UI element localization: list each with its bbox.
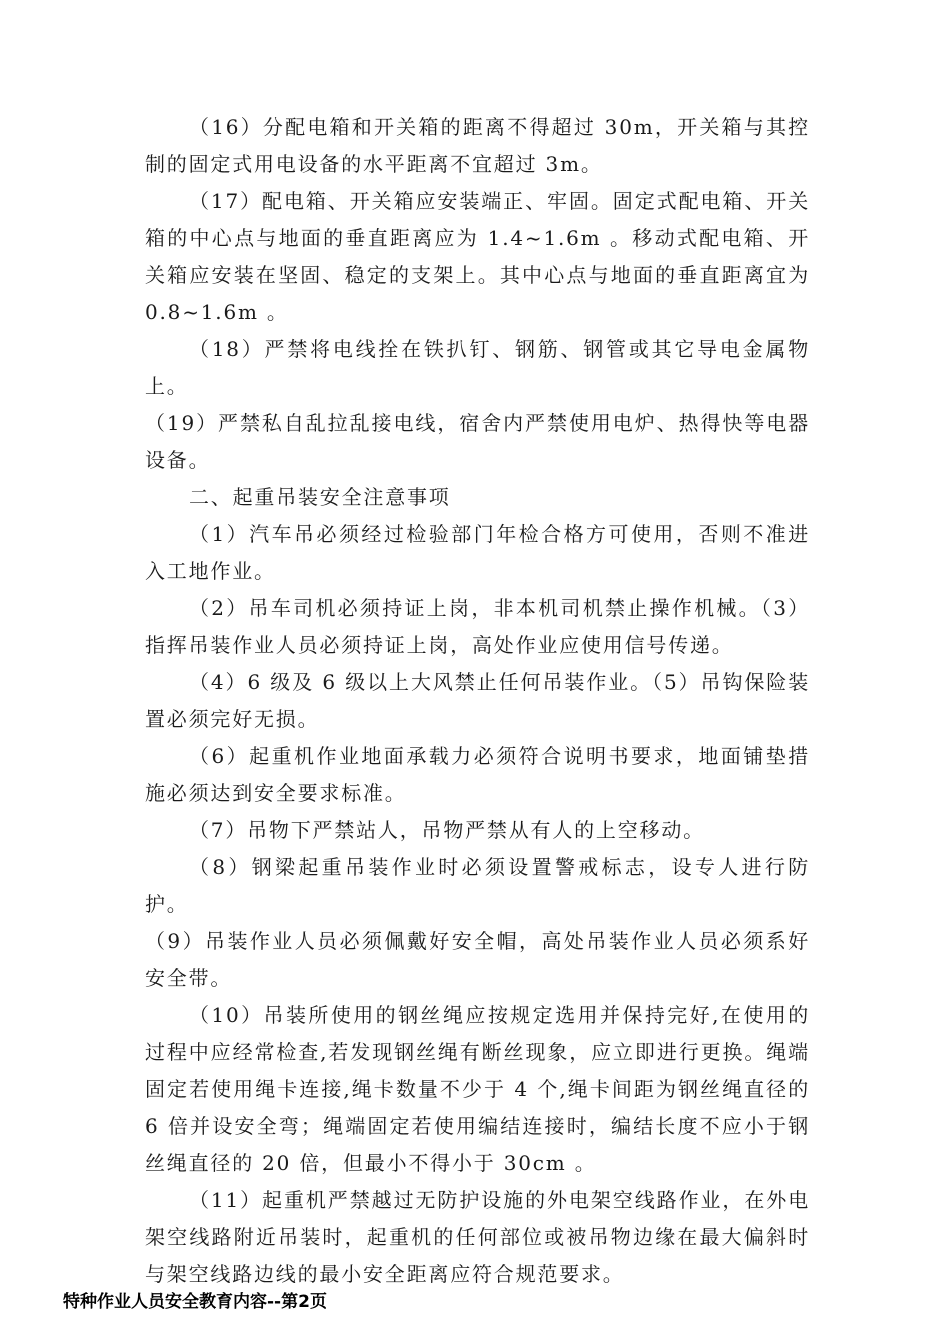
lifting-item-2-3: （2）吊车司机必须持证上岗，非本机司机禁止操作机械。（3）指挥吊装作业人员必须持证上岗，高处作业应使用信号传递。 bbox=[145, 596, 810, 657]
lifting-item-4-5: （4）6 级及 6 级以上大风禁止任何吊装作业。（5）吊钩保险装置必须完好无损。 bbox=[145, 670, 810, 731]
page-footer: 特种作业人员安全教育内容--第2页 bbox=[63, 1292, 327, 1312]
lifting-item-11: （11）起重机严禁越过无防护设施的外电架空线路作业，在外电架空线路附近吊装时，起重机的任何部位或被吊物边缘在最大偏斜时与架空线路边线的最小安全距离应符合规范要求。 bbox=[145, 1188, 810, 1286]
paragraph-item-16: （16）分配电箱和开关箱的距离不得超过 30m，开关箱与其控制的固定式用电设备的水平距离不宜超过 3m。 bbox=[145, 115, 810, 176]
paragraph-item-18: （18）严禁将电线拴在铁扒钉、钢筋、钢管或其它导电金属物上。 bbox=[145, 337, 810, 398]
document-body bbox=[145, 109, 810, 1293]
lifting-item-9: （9）吊装作业人员必须佩戴好安全帽，高处吊装作业人员必须系好安全带。 bbox=[145, 929, 810, 990]
lifting-item-10: （10）吊装所使用的钢丝绳应按规定选用并保持完好,在使用的过程中应经常检查,若发现钢丝绳有断丝现象，应立即进行更换。绳端固定若使用绳卡连接,绳卡数量不少于 4 个,绳卡间距为钢丝绳直径的 6 倍并设安全弯；绳端固定若使用编结连接时，编结长度不应小于钢丝绳直径的 20 倍，但最小不得小于 30cm 。 bbox=[145, 1003, 810, 1175]
paragraph-item-19: （19）严禁私自乱拉乱接电线，宿舍内严禁使用电炉、热得快等电器设备。 bbox=[145, 411, 810, 472]
paragraph-item-17: （17）配电箱、开关箱应安装端正、牢固。固定式配电箱、开关箱的中心点与地面的垂直距离应为 1.4~1.6m 。移动式配电箱、开关箱应安装在坚固、稳定的支架上。其中心点与地面的垂直距离宜为 0.8~1.6m 。 bbox=[145, 189, 810, 324]
lifting-item-8: （8）钢梁起重吊装作业时必须设置警戒标志，设专人进行防护。 bbox=[145, 855, 810, 916]
lifting-item-7: （7）吊物下严禁站人，吊物严禁从有人的上空移动。 bbox=[189, 818, 705, 842]
section-heading-lifting-safety: 二、起重吊装安全注意事项 bbox=[189, 485, 451, 509]
lifting-item-1: （1）汽车吊必须经过检验部门年检合格方可使用，否则不准进入工地作业。 bbox=[145, 522, 810, 583]
lifting-item-6: （6）起重机作业地面承载力必须符合说明书要求，地面铺垫措施必须达到安全要求标准。 bbox=[145, 744, 810, 805]
